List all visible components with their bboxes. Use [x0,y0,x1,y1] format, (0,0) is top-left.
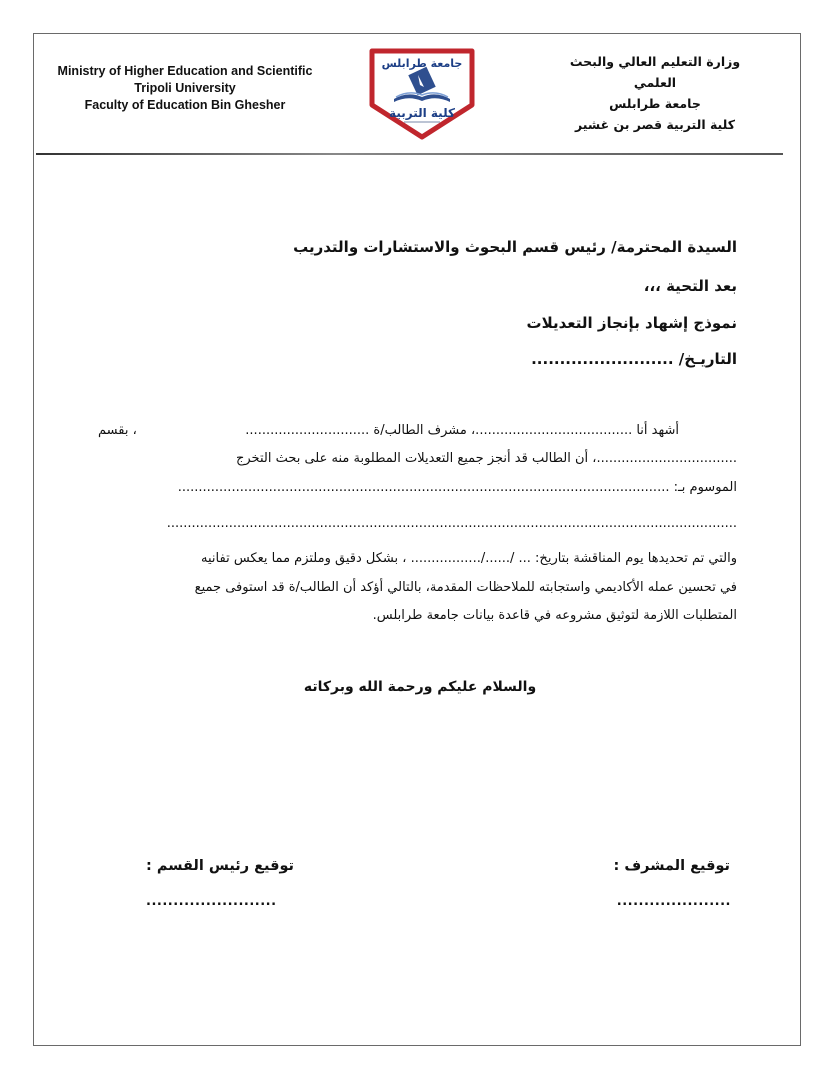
supervisor-signature-label: توقيع المشرف : [613,858,730,874]
header-arabic-university: جامعة طرابلس [609,96,701,111]
date-line: التاريـخ/ ......................... [531,350,737,368]
svg-text:كلية التربية: كلية التربية [389,106,455,120]
certify-line-2: ..................................، أن الطالب قد أنجز جميع التعديلات المطلوبة منه على بحث التخرج [235,451,737,466]
paragraph-line-3: المتطلبات اللازمة لتوثيق مشروعه في قاعدة بيانات جامعة طرابلس. [372,608,737,623]
paragraph-line-1: والتي تم تحديدها يوم المناقشة بتاريخ: ... /....../................. ، بشكل دقيق وملتزم مما يعكس تفانيه [201,551,737,566]
header-divider [36,153,783,155]
greeting-line: بعد التحية ،،، [643,277,737,295]
header-english [40,63,330,114]
header-arabic-ministry: وزارة التعليم العالي والبحث العلمي [569,54,741,90]
svg-text:جامعة طرابلس: جامعة طرابلس [381,57,463,70]
closing-salutation: والسلام عليكم ورحمة الله وبركاته [303,679,537,695]
header-english-university: Tripoli University [134,81,236,95]
subject-line: نموذج إشهاد بإنجاز التعديلات [526,314,737,332]
thesis-title-continuation: .......................................................................................................................................... [166,516,737,531]
faculty-logo-icon [366,45,478,142]
department-head-signature-label: توقيع رئيس القسم : [146,858,294,874]
header-arabic [548,51,762,135]
certify-line-start: أشهد أنا ......................................، مشرف الطالب/ة .............................. [245,423,679,438]
header-english-faculty: Faculty of Education Bin Ghesher [84,98,286,112]
supervisor-signature-line: ..................... [616,894,731,909]
header-english-ministry: Ministry of Higher Education and Scientific [57,64,313,78]
header-arabic-faculty: كلية التربية قصر بن غشير [574,117,736,132]
certify-line-end: ، بقسم [98,423,137,438]
recipient-line: السيدة المحترمة/ رئيس قسم البحوث والاستشارات والتدريب [293,238,737,256]
department-head-signature-line: ........................ [146,894,277,909]
thesis-title-line: الموسوم بـ: ....................................................................................................................... [177,480,737,495]
paragraph-line-2: في تحسين عمله الأكاديمي واستجابته للملاحظات المقدمة، بالتالي أؤكد أن الطالب/ة قد استوفى جميع [194,580,737,595]
